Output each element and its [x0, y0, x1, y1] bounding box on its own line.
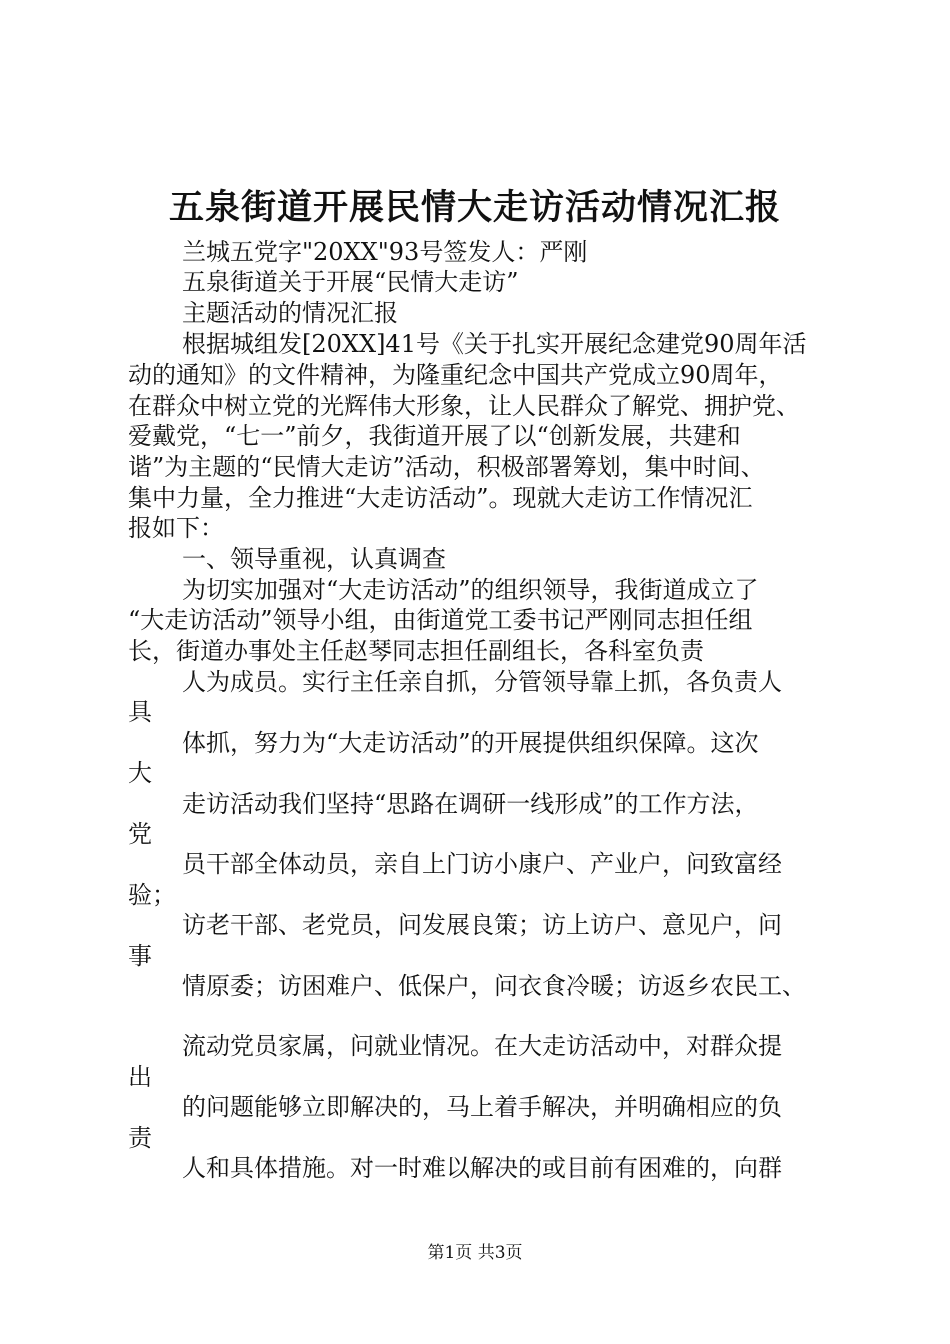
- text-line: 体抓，努力为“大走访活动”的开展提供组织保障。这次: [182, 729, 759, 757]
- text-line: 谐”为主题的“民情大走访”活动，积极部署筹划，集中时间、: [128, 453, 765, 481]
- document-title: 五泉街道开展民情大走访活动情况汇报: [168, 187, 781, 228]
- page-footer: 第1页 共3页: [427, 1243, 523, 1263]
- text-line: 主题活动的情况汇报: [182, 299, 398, 327]
- text-line: 情原委；访困难户、低保户，问衣食冷暖；访返乡农民工、: [182, 972, 806, 1000]
- text-line: 五泉街道关于开展“民情大走访”: [182, 268, 519, 296]
- text-line: 访老干部、老党员，问发展良策；访上访户、意见户，问: [182, 911, 782, 939]
- text-line: 事: [128, 942, 152, 970]
- section-heading: 一、领导重视，认真调查: [182, 545, 446, 573]
- text-line: 兰城五党字"20XX"93号签发人：严刚: [182, 238, 588, 266]
- text-line: 人为成员。实行主任亲自抓，分管领导靠上抓，各负责人: [182, 668, 782, 696]
- text-line: 员干部全体动员，亲自上门访小康户、产业户，问致富经: [182, 850, 782, 878]
- text-line: 验；: [128, 881, 176, 909]
- text-line: 具: [128, 698, 152, 726]
- text-line: 走访活动我们坚持“思路在调研一线形成”的工作方法，: [182, 790, 759, 818]
- text-line: 出: [128, 1063, 152, 1091]
- text-line: 流动党员家属，问就业情况。在大走访活动中，对群众提: [182, 1032, 782, 1060]
- text-line: 党: [128, 820, 152, 848]
- text-line: “大走访活动”领导小组，由街道党工委书记严刚同志担任组: [128, 606, 753, 634]
- text-line: 的问题能够立即解决的，马上着手解决，并明确相应的负: [182, 1093, 782, 1121]
- text-line: 在群众中树立党的光辉伟大形象，让人民群众了解党、拥护党、: [128, 392, 800, 420]
- text-line: 集中力量，全力推进“大走访活动”。现就大走访工作情况汇: [128, 484, 753, 512]
- text-line: 人和具体措施。对一时难以解决的或目前有困难的，向群: [182, 1154, 782, 1182]
- text-line: 责: [128, 1124, 152, 1152]
- text-line: 报如下：: [128, 514, 224, 542]
- text-line: 根据城组发[20XX]41号《关于扎实开展纪念建党90周年活: [182, 330, 807, 358]
- text-line: 大: [128, 759, 152, 787]
- text-line: 爱戴党，“七一”前夕，我街道开展了以“创新发展，共建和: [128, 422, 741, 450]
- text-line: 为切实加强对“大走访活动”的组织领导，我街道成立了: [182, 576, 759, 604]
- text-line: 动的通知》的文件精神，为隆重纪念中国共产党成立90周年，: [128, 361, 783, 389]
- text-line: 长，街道办事处主任赵琴同志担任副组长，各科室负责: [128, 637, 704, 665]
